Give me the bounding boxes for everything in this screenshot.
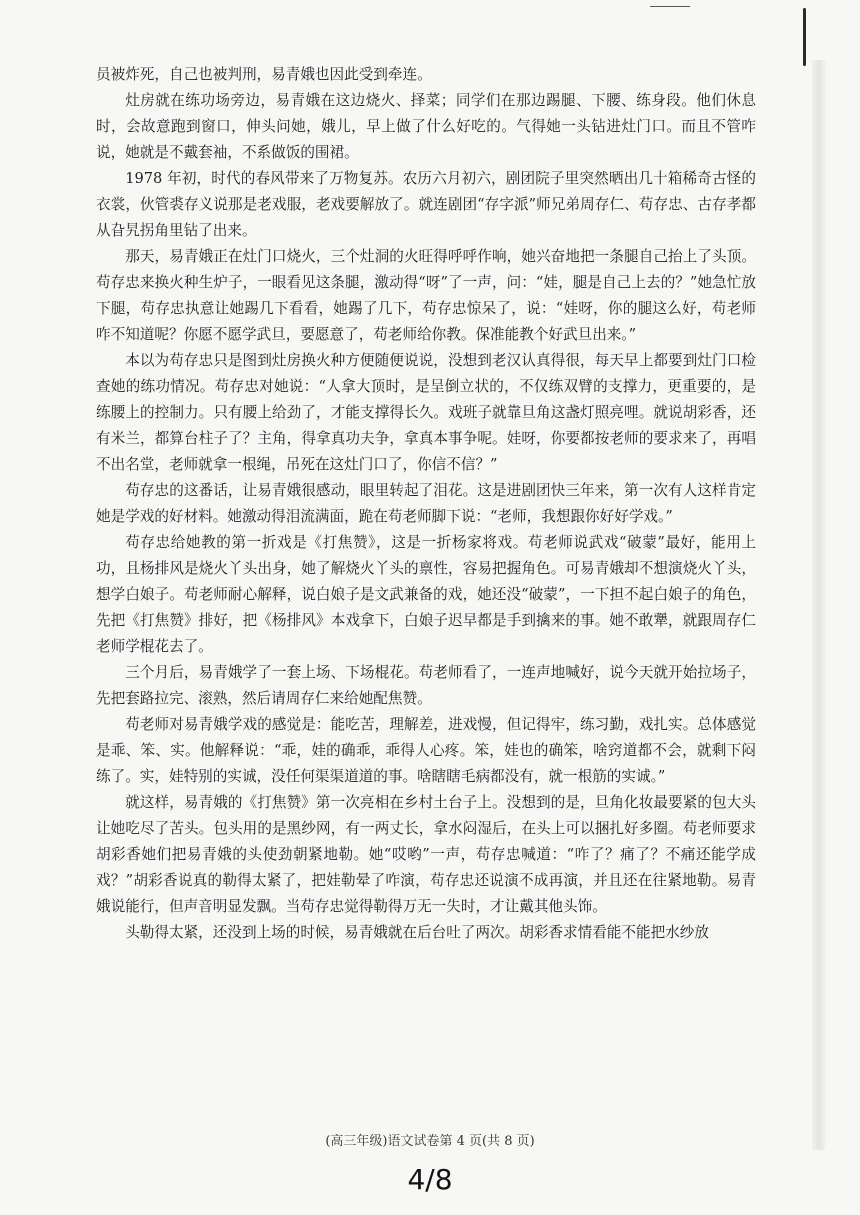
scan-edge-shadow xyxy=(812,60,826,1150)
paragraph: 1978 年初，时代的春风带来了万物复苏。农历六月初六，剧团院子里突然晒出几十箱稀奇古怪的衣裳，伙管裘存义说那是老戏服，老戏要解放了。就连剧团“存字派”师兄弟周存仁、苟存忠、古存孝都从旮旯拐角里钻了出来。 xyxy=(96,170,756,239)
paragraph: 那天，易青娥正在灶门口烧火，三个灶洞的火旺得呼呼作响，她兴奋地把一条腿自己抬上了头顶。苟存忠来换火种生炉子，一眼看见这条腿，激动得“呀”了一声，问：“娃，腿是自己上去的？”她急忙放下腿，苟存忠执意让她踢几下看看，她踢了几下，苟存忠惊呆了，说：“娃呀，你的腿这么好，苟老师咋不知道呢？你愿不愿学武旦，要愿意了，苟老师给你教。保准能教个好武旦出来。” xyxy=(96,248,756,343)
paragraph: 苟存忠给她教的第一折戏是《打焦赞》，这是一折杨家将戏。苟老师说武戏“破蒙”最好，能用上功，且杨排风是烧火丫头出身，她了解烧火丫头的禀性，容易把握角色。可易青娥却不想演烧火丫头，想学白娘子。苟老师耐心解释，说白娘子是文武兼备的戏，她还没“破蒙”，一下担不起白娘子的角色，先把《打焦赞》排好，把《杨排风》本戏拿下，白娘子迟早都是手到擒来的事。她不敢犟，就跟周存仁老师学棍花去了。 xyxy=(96,534,756,655)
paragraph: 三个月后，易青娥学了一套上场、下场棍花。苟老师看了，一连声地喊好，说今天就开始拉场子，先把套路拉完、滚熟，然后请周存仁来给她配焦赞。 xyxy=(96,664,756,707)
scan-edge-mark xyxy=(803,8,806,66)
paragraph: 苟存忠的这番话，让易青娥很感动，眼里转起了泪花。这是进剧团快三年来，第一次有人这样肯定她是学戏的好材料。她激动得泪流满面，跪在苟老师脚下说：“老师，我想跟你好好学戏。” xyxy=(96,482,756,525)
page-number: 4/8 xyxy=(407,1163,453,1196)
paragraph: 本以为苟存忠只是图到灶房换火种方便随便说说，没想到老汉认真得很，每天早上都要到灶门口检查她的练功情况。苟存忠对她说：“人拿大顶时，是呈倒立状的，不仅练双臂的支撑力，更重要的，是练腰上的控制力。只有腰上给劲了，才能支撑得长久。戏班子就靠旦角这盏灯照亮哩。就说胡彩香，还有米兰，都算台柱子了？主角，得拿真功夫争，拿真本事争呢。娃呀，你要都按老师的要求来了，再唱不出名堂，老师就拿一根绳，吊死在这灶门口了，你信不信？” xyxy=(96,352,756,473)
paragraph: 就这样，易青娥的《打焦赞》第一次亮相在乡村土台子上。没想到的是，旦角化妆最要紧的包大头让她吃尽了苦头。包头用的是黑纱网，有一两丈长，拿水闷湿后，在头上可以捆扎好多圈。苟老师要求胡彩香她们把易青娥的头使劲朝紧地勒。她“哎哟”一声，苟存忠喊道：“咋了？痛了？不痛还能学成戏？”胡彩香说真的勒得太紧了，把娃勒晕了咋演，苟存忠还说演不成再演，并且还在往紧地勒。易青娥说能行，但声音明显发飘。当苟存忠觉得勒得万无一失时，才让戴其他头饰。 xyxy=(96,794,756,915)
paragraph: 头勒得太紧，还没到上场的时候，易青娥就在后台吐了两次。胡彩香求情看能不能把水纱放 xyxy=(125,924,709,941)
paragraph: 苟老师对易青娥学戏的感觉是：能吃苦，理解差，进戏慢，但记得牢，练习勤，戏扎实。总体感觉是乖、笨、实。他解释说：“乖，娃的确乖，乖得人心疼。笨，娃也的确笨，啥窍道都不会，就剩下闷练了。实，娃特别的实诚，没任何渠渠道道的事。啥瞎瞎毛病都没有，就一根筋的实诚。” xyxy=(96,716,756,785)
page-footer: (高三年级)语文试卷第 4 页(共 8 页) xyxy=(325,1134,535,1149)
paragraph: 灶房就在练功场旁边，易青娥在这边烧火、择菜；同学们在那边踢腿、下腰、练身段。他们休息时，会故意跑到窗口，伸头问她，娥儿，早上做了什么好吃的。气得她一头钻进灶门口。而且不管咋说，她就是不戴套袖，不系做饭的围裙。 xyxy=(96,92,756,161)
article-body xyxy=(96,62,756,946)
scan-mark xyxy=(650,6,690,7)
paragraph: 员被炸死，自己也被判刑，易青娥也因此受到牵连。 xyxy=(96,66,432,83)
